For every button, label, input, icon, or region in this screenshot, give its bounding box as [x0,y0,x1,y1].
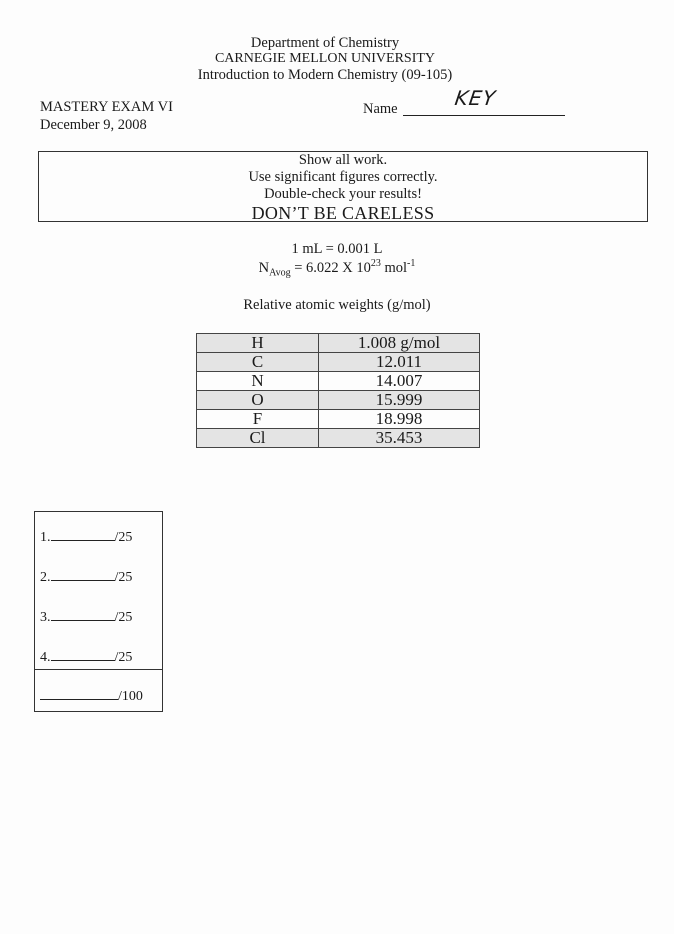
score-max: /25 [114,610,133,625]
avogadro-symbol: N [258,259,270,276]
score-total-blank[interactable] [40,687,118,700]
table-row [197,334,480,353]
constant-avogadro [0,258,674,279]
instructions-box [38,151,648,222]
score-total-max: /100 [118,689,143,704]
instruction-dont-be-careless: DON’T BE CARELESS [251,203,435,223]
exam-title: MASTERY EXAM VI [40,99,173,115]
score-row-2 [40,568,132,586]
score-number: 4. [40,650,51,665]
element-cell: O [197,391,319,410]
table-row [197,353,480,372]
weight-cell: 35.453 [319,429,480,448]
score-blank-3[interactable] [51,608,115,621]
element-cell: F [197,410,319,429]
score-number: 3. [40,610,51,625]
instruction-show-work: Show all work. [298,152,388,168]
weight-cell: 18.998 [319,410,480,429]
score-max: /25 [114,570,133,585]
course-heading: Introduction to Modern Chemistry (09-105) [197,67,453,83]
avogadro-unit-exponent: -1 [407,258,416,269]
score-total-row [40,687,143,705]
weight-cell: 14.007 [319,372,480,391]
weight-cell: 1.008 g/mol [319,334,480,353]
avogadro-unit: mol [380,259,408,276]
name-label: Name [363,101,398,117]
score-row-4 [40,648,132,666]
table-row [197,372,480,391]
score-number: 1. [40,530,51,545]
table-row [197,410,480,429]
exam-date: December 9, 2008 [40,117,147,133]
score-box [34,511,163,712]
score-blank-4[interactable] [51,648,115,661]
score-blank-1[interactable] [51,528,115,541]
element-cell: N [197,372,319,391]
constant-ml-conversion: 1 mL = 0.001 L [291,241,383,257]
score-max: /25 [114,650,133,665]
university-heading: CARNEGIE MELLON UNIVERSITY [214,51,436,66]
weight-cell: 15.999 [319,391,480,410]
score-row-3 [40,608,132,626]
avogadro-value: = 6.022 X 10 [290,259,371,276]
avogadro-exponent: 23 [370,258,381,269]
atomic-weights-table [196,333,480,448]
department-heading: Department of Chemistry [250,35,400,51]
table-row [197,429,480,448]
avogadro-subscript: Avog [269,267,291,279]
name-field-handwritten-value: KEY [453,86,498,110]
weight-cell: 12.011 [319,353,480,372]
score-row-1 [40,528,132,546]
score-max: /25 [114,530,133,545]
element-cell: C [197,353,319,372]
atomic-weights-title: Relative atomic weights (g/mol) [243,297,431,313]
name-field-line[interactable] [403,115,565,116]
element-cell: H [197,334,319,353]
score-divider [35,669,162,670]
score-blank-2[interactable] [51,568,115,581]
element-cell: Cl [197,429,319,448]
table-row [197,391,480,410]
instruction-double-check: Double-check your results! [264,186,422,202]
instruction-sig-figs: Use significant figures correctly. [248,169,438,185]
score-number: 2. [40,570,51,585]
